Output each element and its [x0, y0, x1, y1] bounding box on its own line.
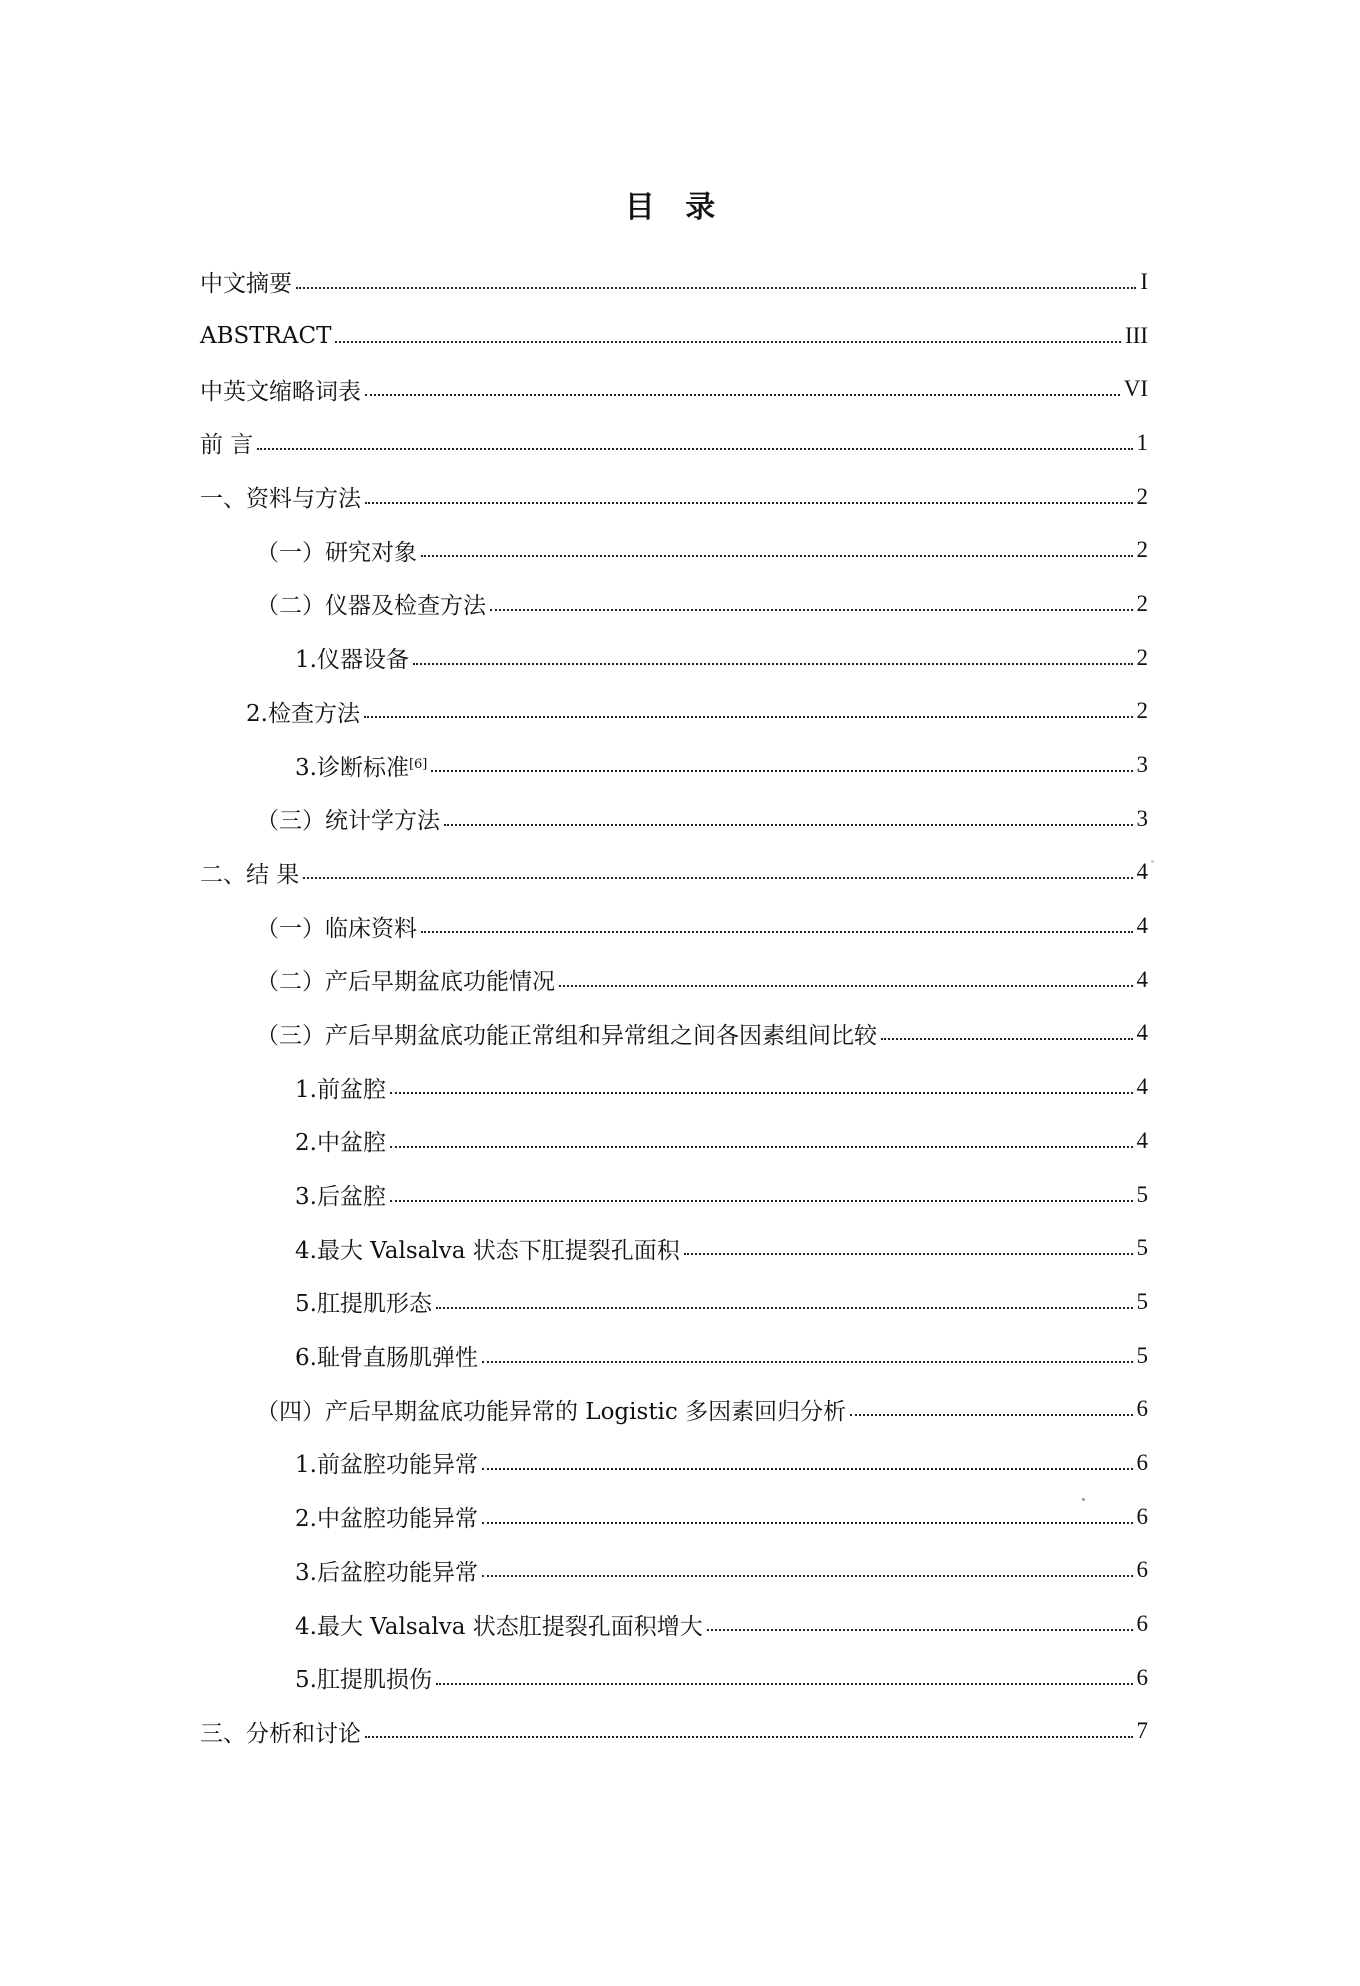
dot-leader [850, 1414, 1132, 1416]
toc-page-number: 6 [1136, 1611, 1148, 1637]
toc-entry[interactable] [200, 792, 1148, 846]
toc-page-number: 6 [1136, 1557, 1148, 1583]
dot-leader [421, 555, 1133, 557]
dot-leader [482, 1522, 1133, 1524]
dot-leader [421, 931, 1133, 933]
toc-page-number: 3 [1136, 805, 1148, 831]
toc-entry-label: （三）产后早期盆底功能正常组和异常组之间各因素组间比较 [256, 1022, 877, 1049]
toc-entry-label: 4.最大 Valsalva 状态下肛提裂孔面积 [295, 1237, 680, 1264]
scan-speck [1082, 1498, 1085, 1501]
toc-page-number: 4 [1136, 859, 1148, 885]
toc-entry-label: 1.前盆腔功能异常 [295, 1452, 478, 1479]
toc-entry[interactable] [200, 1382, 1148, 1436]
toc-entry[interactable] [200, 470, 1148, 524]
toc-entry-label: 3.后盆腔 [295, 1184, 386, 1211]
dot-leader [881, 1038, 1133, 1040]
toc-entry[interactable] [200, 309, 1148, 363]
toc-page-number: 2 [1136, 590, 1148, 616]
toc-entry-label: 6.耻骨直肠肌弹性 [295, 1345, 478, 1372]
toc-entry-label: 2.检查方法 [246, 700, 360, 727]
toc-entry-label: 中文摘要 [200, 271, 292, 298]
dot-leader [482, 1575, 1133, 1577]
toc-page-number: VI [1123, 376, 1148, 402]
toc-entry[interactable] [200, 899, 1148, 953]
dot-leader [413, 663, 1133, 665]
toc-entry[interactable] [200, 953, 1148, 1007]
dot-leader [559, 985, 1133, 987]
dot-leader [390, 1146, 1133, 1148]
toc-entry[interactable] [200, 1597, 1148, 1651]
toc-entry[interactable] [200, 1221, 1148, 1275]
toc-entry[interactable] [200, 1168, 1148, 1222]
toc-page-number: 3 [1136, 752, 1148, 778]
toc-entry[interactable] [200, 846, 1148, 900]
toc-entry[interactable] [200, 1544, 1148, 1598]
dot-leader [365, 1736, 1133, 1738]
toc-entry[interactable] [200, 1275, 1148, 1329]
toc-page-number: 5 [1136, 1181, 1148, 1207]
toc-page-number: 5 [1136, 1235, 1148, 1261]
dot-leader [296, 287, 1136, 289]
toc-page-number: 1 [1136, 429, 1148, 455]
dot-leader [707, 1629, 1133, 1631]
dot-leader [482, 1468, 1133, 1470]
toc-entry-label: （二）仪器及检查方法 [256, 593, 486, 620]
toc-page-number: 5 [1136, 1342, 1148, 1368]
toc-page-number: 4 [1136, 966, 1148, 992]
toc-page-number: 6 [1136, 1503, 1148, 1529]
dot-leader [365, 502, 1133, 504]
toc-entry-label: 1.前盆腔 [295, 1076, 386, 1103]
toc-entry-label: ABSTRACT [200, 322, 332, 349]
dot-leader [490, 609, 1133, 611]
toc-entry-label: （三）统计学方法 [256, 808, 440, 835]
toc-entry[interactable] [200, 1705, 1148, 1759]
toc-entry[interactable] [200, 1651, 1148, 1705]
toc-entry-label: （四）产后早期盆底功能异常的 Logistic 多因素回归分析 [256, 1398, 847, 1425]
toc-entry[interactable] [200, 577, 1148, 631]
scan-speck [1151, 860, 1154, 863]
dot-leader [335, 341, 1121, 343]
toc-entry-label: 1.仪器设备 [295, 647, 409, 674]
toc-entry-label: 4.最大 Valsalva 状态肛提裂孔面积增大 [295, 1613, 703, 1640]
dot-leader [431, 770, 1132, 772]
dot-leader [482, 1361, 1133, 1363]
toc-entry[interactable] [200, 1436, 1148, 1490]
toc-entry-label: （二）产后早期盆底功能情况 [256, 969, 555, 996]
toc-entry[interactable] [200, 255, 1148, 309]
toc-entry-label: 5.肛提肌形态 [295, 1291, 432, 1318]
toc-entry[interactable] [200, 1329, 1148, 1383]
toc-list [200, 255, 1148, 1758]
dot-leader [444, 824, 1133, 826]
dot-leader [684, 1253, 1133, 1255]
toc-page-number: 4 [1136, 1127, 1148, 1153]
toc-entry-label: 2.中盆腔 [295, 1130, 386, 1157]
dot-leader [390, 1092, 1133, 1094]
toc-page-number: 4 [1136, 913, 1148, 939]
toc-page-number: III [1125, 322, 1148, 348]
toc-page-number: 6 [1136, 1664, 1148, 1690]
toc-entry-label: 3.诊断标准 [295, 754, 409, 781]
toc-page-number: 6 [1136, 1396, 1148, 1422]
toc-entry-label: 2.中盆腔功能异常 [295, 1506, 478, 1533]
toc-page-number: 7 [1136, 1718, 1148, 1744]
toc-page-number: 4 [1136, 1074, 1148, 1100]
toc-entry-label: 三、分析和讨论 [200, 1720, 361, 1747]
toc-entry[interactable] [200, 685, 1148, 739]
toc-page-number: 2 [1136, 483, 1148, 509]
dot-leader [257, 448, 1132, 450]
toc-title: 目 录 [624, 190, 726, 225]
toc-page-number: 6 [1136, 1449, 1148, 1475]
toc-entry-label: 二、结 果 [200, 861, 300, 888]
toc-entry-label: 中英文缩略词表 [200, 378, 361, 405]
toc-entry[interactable]: 3.诊断标准 [6] 3 [200, 738, 1148, 792]
dot-leader [436, 1683, 1133, 1685]
toc-entry-label: 一、资料与方法 [200, 486, 361, 513]
toc-page-number: 2 [1136, 644, 1148, 670]
toc-page-number: 2 [1136, 698, 1148, 724]
dot-leader [436, 1307, 1133, 1309]
toc-entry[interactable] [200, 416, 1148, 470]
toc-entry-label: （一）研究对象 [256, 539, 417, 566]
toc-page-number: I [1140, 268, 1148, 294]
toc-page-number: 4 [1136, 1020, 1148, 1046]
dot-leader [390, 1200, 1133, 1202]
toc-entry-label: 5.肛提肌损伤 [295, 1667, 432, 1694]
toc-page-number: 5 [1136, 1288, 1148, 1314]
toc-entry-label: 前 言 [200, 432, 254, 459]
toc-entry[interactable] [200, 1060, 1148, 1114]
toc-entry[interactable] [200, 631, 1148, 685]
dot-leader [364, 716, 1133, 718]
toc-entry[interactable] [200, 1490, 1148, 1544]
toc-entry[interactable] [200, 362, 1148, 416]
toc-entry[interactable] [200, 1007, 1148, 1061]
toc-entry[interactable] [200, 1114, 1148, 1168]
dot-leader [303, 877, 1132, 879]
dot-leader [365, 394, 1120, 396]
toc-entry-label: （一）临床资料 [256, 915, 417, 942]
toc-entry-label: 3.后盆腔功能异常 [295, 1559, 478, 1586]
toc-page-number: 2 [1136, 537, 1148, 563]
toc-entry[interactable] [200, 523, 1148, 577]
